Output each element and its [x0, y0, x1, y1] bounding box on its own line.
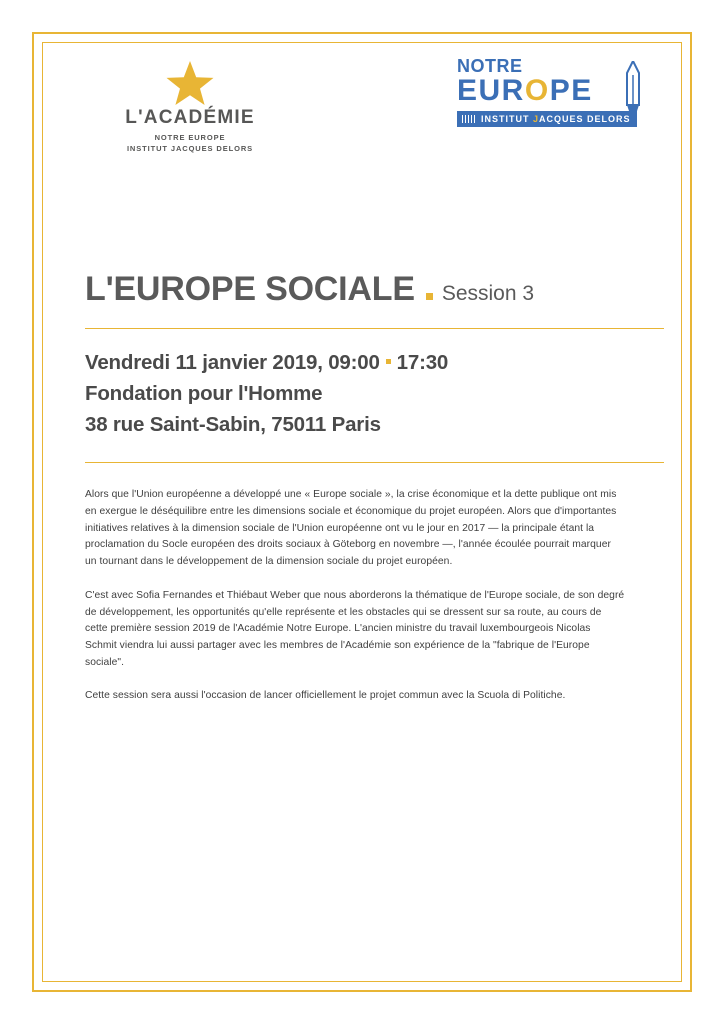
event-date: Vendredi 11 janvier 2019, 09:00 [85, 351, 380, 374]
paragraph-3: Cette session sera aussi l'occasion de lancer officiellement le projet commun avec la Scuola di Politiche. [85, 690, 566, 702]
session-label: Session 3 [441, 282, 535, 305]
paragraph-2: C'est avec Sofia Fernandes et Thiébaut Weber que nous aborderons la thématique de l'Europe sociale, de son degré de développement, les opportunités qu'elle représente et les obstacles qui se dressent sur sa route, au cours de cette première session 2019 de l'Académie Notre Europe. L'ancien ministre du travail luxembourgeois Nicolas Schmit viendra lui aussi partager avec les membres de l'Académie son expérience de la "fabrique de l'Europe sociale". [85, 589, 625, 668]
logo-notre-europe [449, 57, 664, 127]
stripes-icon [462, 115, 477, 123]
logo-row [85, 55, 664, 160]
logo-academie-line3: INSTITUT JACQUES DELORS [126, 144, 254, 153]
logo-ne-europe-o: O [524, 74, 550, 107]
event-details [85, 347, 664, 440]
page-title: L'EUROPE SOCIALE [85, 270, 415, 308]
title-block [85, 272, 664, 329]
star-icon [161, 61, 219, 105]
logo-ne-institut-p1: INSTITUT [481, 113, 533, 124]
logo-ne-europe-p1: EUR [457, 74, 525, 107]
logo-ne-notre: NOTRE [457, 56, 523, 76]
logo-academie-line1: L'ACADÉMIE [125, 107, 255, 128]
logo-ne-institut [457, 111, 637, 127]
paragraph-1: Alors que l'Union européenne a développé une « Europe sociale », la crise économique et la dette publique ont mis en exergue le déséquilibre entre les dimensions sociale et économique du projet européen. Alors que d'importantes initiatives relatives à la dimension sociale de l'Union européenne ont vu le jour en 2017 — la principale étant la proclamation du Socle européen des droits sociaux à Göteborg en novembre —, l'année écoulée pourrait marquer un tournant dans le développement de la dimension sociale du projet européen. [85, 489, 617, 568]
star-icon-wrap [85, 61, 295, 105]
logo-ne-europe [457, 75, 664, 107]
logo-ne-institut-p2: ACQUES DELORS [539, 113, 631, 124]
logo-ne-institut-j: J [533, 113, 540, 124]
logo-ne-europe-p2: PE [549, 74, 593, 107]
title-row [85, 272, 664, 306]
title-divider [85, 328, 664, 329]
event-end-time: 17:30 [396, 351, 449, 374]
event-date-line [85, 347, 664, 378]
logo-academie-line2: NOTRE EUROPE [154, 133, 226, 142]
body-text [85, 487, 625, 704]
page-content [85, 55, 664, 969]
title-dot-separator [426, 293, 433, 300]
time-separator-dot [386, 359, 391, 364]
event-address: 38 rue Saint-Sabin, 75011 Paris [85, 413, 381, 437]
logo-academie [85, 61, 295, 153]
event-venue: Fondation pour l'Homme [85, 382, 323, 406]
event-divider [85, 462, 664, 463]
